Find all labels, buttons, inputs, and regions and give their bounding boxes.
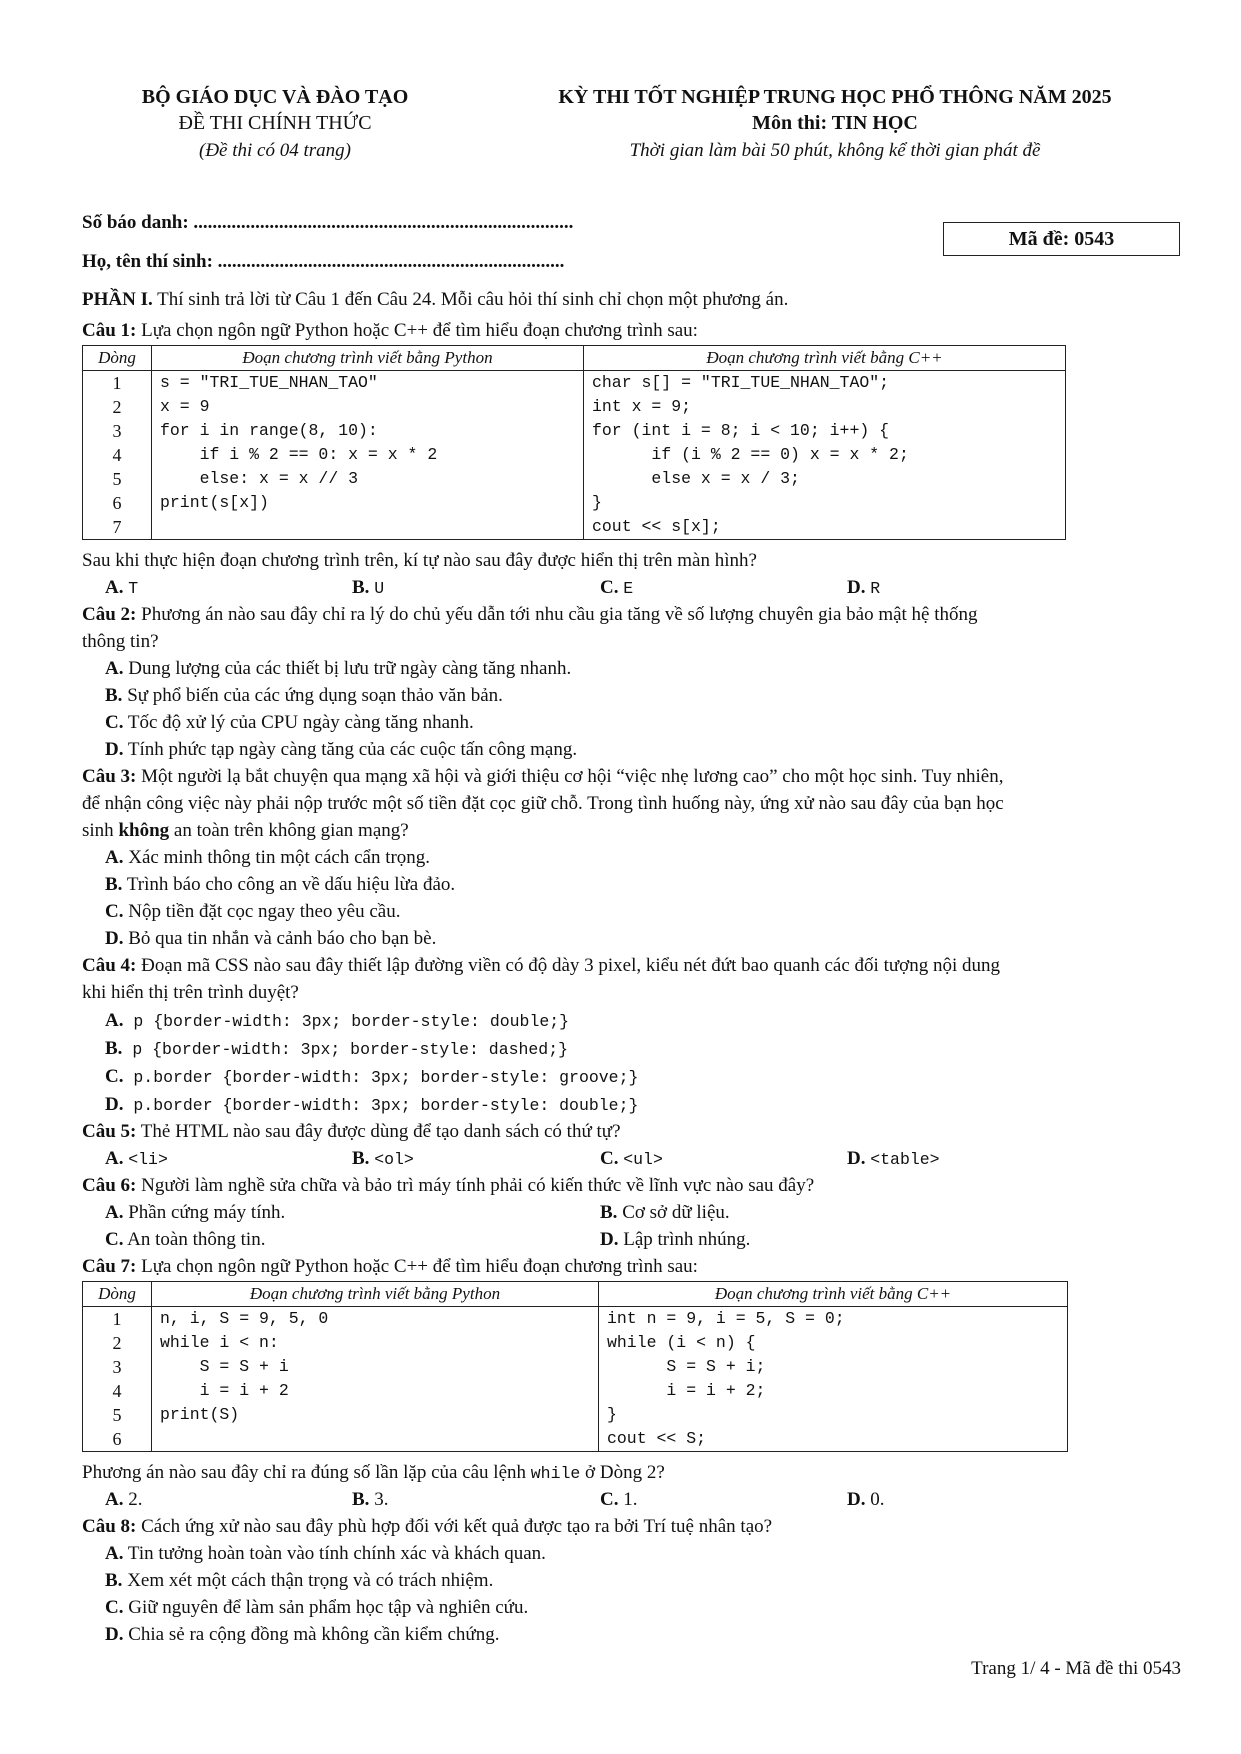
- part1-instruction: Thí sinh trả lời từ Câu 1 đến Câu 24. Mỗi câu hỏi thí sinh chỉ chọn một phương án.: [152, 289, 789, 310]
- part1-heading: [82, 289, 788, 311]
- q3-option-c: [105, 901, 400, 923]
- option-value: <ul>: [623, 1150, 663, 1169]
- option-key: B.: [352, 577, 370, 598]
- option-key: D.: [847, 577, 866, 598]
- q3-text: sinh: [82, 820, 119, 841]
- option-key: D.: [105, 1624, 124, 1645]
- q1-line-number: 7: [112, 517, 122, 537]
- q6-text: Người làm nghề sửa chữa và bảo trì máy tính phải có kiến thức về lĩnh vực nào sau đây?: [136, 1175, 815, 1196]
- candidate-id-field: Số báo danh: ................................................................................: [82, 212, 574, 233]
- q7-option-c: [600, 1489, 637, 1511]
- option-key: C.: [105, 1066, 124, 1087]
- q4-option-a: [105, 1010, 569, 1032]
- option-value: Giữ nguyên để làm sản phẩm học tập và nghiên cứu.: [123, 1597, 529, 1618]
- q4-option-d: [105, 1094, 638, 1116]
- option-value: Phần cứng máy tính.: [123, 1202, 286, 1223]
- q1-line-number: 2: [112, 397, 122, 417]
- option-value: p.border {border-width: 3px; border-style: double;}: [123, 1096, 639, 1115]
- q7-cpp-line: cout << S;: [607, 1429, 707, 1448]
- q1-option-d: [847, 577, 880, 599]
- q5-option-b: [352, 1148, 414, 1170]
- q7-question: [82, 1462, 665, 1484]
- q1-col-cpp: Đoạn chương trình viết bằng C++: [584, 346, 1066, 371]
- q2-option-a: [105, 658, 571, 680]
- option-value: Nộp tiền đặt cọc ngay theo yêu cầu.: [123, 901, 401, 922]
- option-value: <ol>: [374, 1150, 414, 1169]
- q7-line-number: 4: [112, 1381, 122, 1401]
- q1-option-a: [105, 577, 138, 599]
- q8-label: Câu 8:: [82, 1516, 137, 1537]
- option-key: C.: [600, 1489, 619, 1510]
- option-value: 0.: [865, 1489, 885, 1510]
- q1-label: Câu 1:: [82, 320, 137, 341]
- q8-option-d: [105, 1624, 499, 1646]
- q1-cpp-line: if (i % 2 == 0) x = x * 2;: [592, 445, 909, 464]
- q3-text: an toàn trên không gian mạng?: [169, 820, 409, 841]
- q8-option-a: [105, 1543, 546, 1565]
- page-footer: Trang 1/ 4 - Mã đề thi 0543: [971, 1658, 1181, 1679]
- option-key: D.: [105, 928, 124, 949]
- option-key: A.: [105, 1489, 124, 1510]
- q8-option-b: [105, 1570, 493, 1592]
- q3-option-b: [105, 874, 455, 896]
- q7-option-b: [352, 1489, 388, 1511]
- q7-python-line: S = S + i: [160, 1357, 289, 1376]
- q1-python-line: else: x = x // 3: [160, 469, 359, 488]
- q1-cpp-line: for (int i = 8; i < 10; i++) {: [592, 421, 890, 440]
- option-key: A.: [105, 847, 124, 868]
- option-value: Tin tưởng hoàn toàn vào tính chính xác và khách quan.: [123, 1543, 546, 1564]
- option-value: Xác minh thông tin một cách cẩn trọng.: [123, 847, 431, 868]
- q7-question-text: Phương án nào sau đây chỉ ra đúng số lần lặp của câu lệnh: [82, 1462, 531, 1483]
- q5-option-a: [105, 1148, 168, 1170]
- q2-text: Phương án nào sau đây chỉ ra lý do chủ yếu dẫn tới nhu cầu gia tăng về số lượng chuyên gia bảo mật hệ thống: [136, 604, 978, 625]
- q7-question-text: ở Dòng 2?: [580, 1462, 665, 1483]
- q1-python-line: if i % 2 == 0: x = x * 2: [160, 445, 438, 464]
- q7-line-number: 2: [112, 1333, 122, 1353]
- q7-cpp-line: i = i + 2;: [607, 1381, 766, 1400]
- q1-line-number: 5: [112, 469, 122, 489]
- ministry-name: BỘ GIÁO DỤC VÀ ĐÀO TẠO: [141, 86, 409, 108]
- option-value: <li>: [128, 1150, 168, 1169]
- q6-option-a: [105, 1202, 285, 1224]
- q7-label: Câu 7:: [82, 1256, 137, 1277]
- part1-title: PHẦN I.: [82, 289, 153, 310]
- option-key: B.: [105, 1038, 123, 1059]
- q1-cpp-line: char s[] = "TRI_TUE_NHAN_TAO";: [592, 373, 890, 392]
- option-key: B.: [105, 685, 123, 706]
- option-value: Chia sẻ ra cộng đồng mà không cần kiểm chứng.: [123, 1624, 500, 1645]
- option-value: E: [623, 579, 634, 598]
- q4-stem: [82, 955, 1000, 977]
- q7-col-python: Đoạn chương trình viết bằng Python: [152, 1282, 599, 1307]
- option-key: C.: [600, 1148, 619, 1169]
- q7-cpp-line: while (i < n) {: [607, 1333, 756, 1352]
- option-value: Tính phức tạp ngày càng tăng của các cuộc tấn công mạng.: [123, 739, 578, 760]
- option-value: 2.: [123, 1489, 143, 1510]
- q7-python-line: [160, 1427, 598, 1451]
- q2-label: Câu 2:: [82, 604, 137, 625]
- q1-python-line: x = 9: [160, 397, 210, 416]
- q2-stem-cont: thông tin?: [82, 631, 159, 652]
- option-key: D.: [847, 1489, 866, 1510]
- candidate-name-field: Họ, tên thí sinh: .........................................................................: [82, 251, 565, 272]
- q7-text: Lựa chọn ngôn ngữ Python hoặc C++ để tìm hiểu đoạn chương trình sau:: [136, 1256, 698, 1277]
- q1-line-number: 3: [112, 421, 122, 441]
- option-key: A.: [105, 1010, 124, 1031]
- q7-line-number: 3: [112, 1357, 122, 1377]
- q1-cpp-line: }: [592, 493, 602, 512]
- option-value: Bỏ qua tin nhắn và cảnh báo cho bạn bè.: [123, 928, 437, 949]
- option-key: B.: [105, 874, 123, 895]
- option-value: Trình báo cho công an về dấu hiệu lừa đảo.: [122, 874, 456, 895]
- q7-cpp-line: }: [607, 1405, 617, 1424]
- q1-text: Lựa chọn ngôn ngữ Python hoặc C++ để tìm hiểu đoạn chương trình sau:: [136, 320, 698, 341]
- q7-question-code: while: [530, 1464, 581, 1483]
- option-key: B.: [352, 1148, 370, 1169]
- q5-stem: [82, 1121, 621, 1143]
- q4-label: Câu 4:: [82, 955, 137, 976]
- option-value: Lập trình nhúng.: [618, 1229, 751, 1250]
- q1-col-python: Đoạn chương trình viết bằng Python: [152, 346, 584, 371]
- q3-option-a: [105, 847, 430, 869]
- q5-option-d: [847, 1148, 940, 1170]
- q3-stem: [82, 766, 1003, 788]
- q7-line-numbers: [83, 1307, 152, 1452]
- option-key: A.: [105, 658, 124, 679]
- q8-stem: [82, 1516, 772, 1538]
- option-value: p {border-width: 3px; border-style: double;}: [123, 1012, 570, 1031]
- q1-line-numbers: [83, 371, 152, 540]
- option-key: D.: [105, 739, 124, 760]
- q8-text: Cách ứng xử nào sau đây phù hợp đối với kết quả được tạo ra bởi Trí tuệ nhân tạo?: [136, 1516, 773, 1537]
- option-value: p.border {border-width: 3px; border-style: groove;}: [123, 1068, 639, 1087]
- q1-option-c: [600, 577, 633, 599]
- q4-stem-cont: khi hiển thị trên trình duyệt?: [82, 982, 299, 1003]
- q1-python-line: s = "TRI_TUE_NHAN_TAO": [160, 373, 378, 392]
- q7-cpp-line: S = S + i;: [607, 1357, 766, 1376]
- q7-line-number: 5: [112, 1405, 122, 1425]
- option-key: C.: [105, 1229, 124, 1250]
- option-value: Cơ sở dữ liệu.: [617, 1202, 730, 1223]
- option-key: D.: [105, 1094, 124, 1115]
- q4-option-c: [105, 1066, 638, 1088]
- q1-question: Sau khi thực hiện đoạn chương trình trên, kí tự nào sau đây được hiển thị trên màn hình?: [82, 550, 757, 571]
- q2-option-b: [105, 685, 503, 707]
- option-value: Tốc độ xử lý của CPU ngày càng tăng nhanh.: [123, 712, 474, 733]
- q2-option-d: [105, 739, 577, 761]
- option-key: C.: [105, 901, 124, 922]
- q7-col-line: Dòng: [83, 1282, 152, 1307]
- option-value: 3.: [369, 1489, 389, 1510]
- exam-code-box: Mã đề: 0543: [943, 222, 1180, 256]
- q5-text: Thẻ HTML nào sau đây được dùng để tạo danh sách có thứ tự?: [136, 1121, 621, 1142]
- option-key: C.: [105, 1597, 124, 1618]
- option-key: B.: [352, 1489, 370, 1510]
- q1-cpp-line: else x = x / 3;: [592, 469, 800, 488]
- q2-option-c: [105, 712, 474, 734]
- option-key: A.: [105, 1202, 124, 1223]
- option-value: Sự phổ biến của các ứng dụng soạn thảo văn bản.: [122, 685, 503, 706]
- q4-text: Đoạn mã CSS nào sau đây thiết lập đường viền có độ dày 3 pixel, kiểu nét đứt bao quanh các đối tượng nội dung: [136, 955, 1000, 976]
- q5-option-c: [600, 1148, 663, 1170]
- option-value: Dung lượng của các thiết bị lưu trữ ngày càng tăng nhanh.: [123, 658, 572, 679]
- option-key: B.: [105, 1570, 123, 1591]
- q7-python-line: print(S): [160, 1405, 240, 1424]
- q7-option-a: [105, 1489, 142, 1511]
- q1-python-code: [152, 371, 584, 540]
- option-key: A.: [105, 577, 124, 598]
- q3-option-d: [105, 928, 436, 950]
- q7-python-code: [152, 1307, 599, 1452]
- q7-cpp-code: [599, 1307, 1068, 1452]
- pages-note: (Đề thi có 04 trang): [199, 140, 351, 161]
- q7-python-line: n, i, S = 9, 5, 0: [160, 1309, 329, 1328]
- q6-option-d: [600, 1229, 750, 1251]
- q1-cpp-line: cout << s[x];: [592, 517, 721, 536]
- option-value: An toàn thông tin.: [123, 1229, 266, 1250]
- q1-cpp-line: int x = 9;: [592, 397, 692, 416]
- q6-label: Câu 6:: [82, 1175, 137, 1196]
- option-key: C.: [105, 712, 124, 733]
- q1-line-number: 6: [112, 493, 122, 513]
- option-value: T: [128, 579, 139, 598]
- option-value: 1.: [618, 1489, 638, 1510]
- q1-code-table: [82, 345, 1066, 540]
- q1-stem: [82, 320, 698, 342]
- q6-option-b: [600, 1202, 730, 1224]
- q1-cpp-code: [584, 371, 1066, 540]
- q3-stem-cont: để nhận công việc này phải nộp trước một số tiền đặt cọc giữ chỗ. Trong tình huống này, ứng xử nào sau đây của bạn học: [82, 793, 1004, 814]
- q7-stem: [82, 1256, 698, 1278]
- option-value: R: [870, 579, 881, 598]
- option-value: U: [374, 579, 385, 598]
- q7-col-cpp: Đoạn chương trình viết bằng C++: [599, 1282, 1068, 1307]
- q7-code-table: [82, 1281, 1068, 1452]
- option-key: A.: [105, 1543, 124, 1564]
- option-value: p {border-width: 3px; border-style: dashed;}: [122, 1040, 569, 1059]
- q3-label: Câu 3:: [82, 766, 137, 787]
- option-value: Xem xét một cách thận trọng và có trách nhiệm.: [122, 1570, 494, 1591]
- q7-line-number: 6: [112, 1429, 122, 1449]
- q1-python-line: [160, 515, 583, 539]
- q7-line-number: 1: [112, 1309, 122, 1329]
- time-note: Thời gian làm bài 50 phút, không kể thời gian phát đề: [629, 140, 1041, 161]
- q7-cpp-line: int n = 9, i = 5, S = 0;: [607, 1309, 845, 1328]
- option-key: D.: [600, 1229, 619, 1250]
- q1-option-b: [352, 577, 384, 599]
- q7-python-line: i = i + 2: [160, 1381, 289, 1400]
- q1-line-number: 4: [112, 445, 122, 465]
- q6-option-c: [105, 1229, 265, 1251]
- option-key: D.: [847, 1148, 866, 1169]
- q7-option-d: [847, 1489, 884, 1511]
- q3-stem-cont2: [82, 820, 409, 842]
- exam-title: KỲ THI TỐT NGHIỆP TRUNG HỌC PHỔ THÔNG NĂM 2025: [558, 86, 1112, 108]
- q5-label: Câu 5:: [82, 1121, 137, 1142]
- q8-option-c: [105, 1597, 528, 1619]
- q4-option-b: [105, 1038, 568, 1060]
- option-key: C.: [600, 577, 619, 598]
- option-key: A.: [105, 1148, 124, 1169]
- subject-label: Môn thi: TIN HỌC: [752, 112, 918, 134]
- q3-emphasis: không: [118, 820, 170, 841]
- q1-line-number: 1: [112, 373, 122, 393]
- q6-stem: [82, 1175, 814, 1197]
- q1-python-line: print(s[x]): [160, 493, 269, 512]
- q1-col-line: Dòng: [83, 346, 152, 371]
- q3-text: Một người lạ bắt chuyện qua mạng xã hội và giới thiệu cơ hội “việc nhẹ lương cao” cho một học sinh. Tuy nhiên,: [136, 766, 1004, 787]
- option-key: B.: [600, 1202, 618, 1223]
- q7-python-line: while i < n:: [160, 1333, 279, 1352]
- option-value: <table>: [870, 1150, 940, 1169]
- official-label: ĐỀ THI CHÍNH THỨC: [178, 112, 372, 134]
- q2-stem: [82, 604, 978, 626]
- q1-python-line: for i in range(8, 10):: [160, 421, 378, 440]
